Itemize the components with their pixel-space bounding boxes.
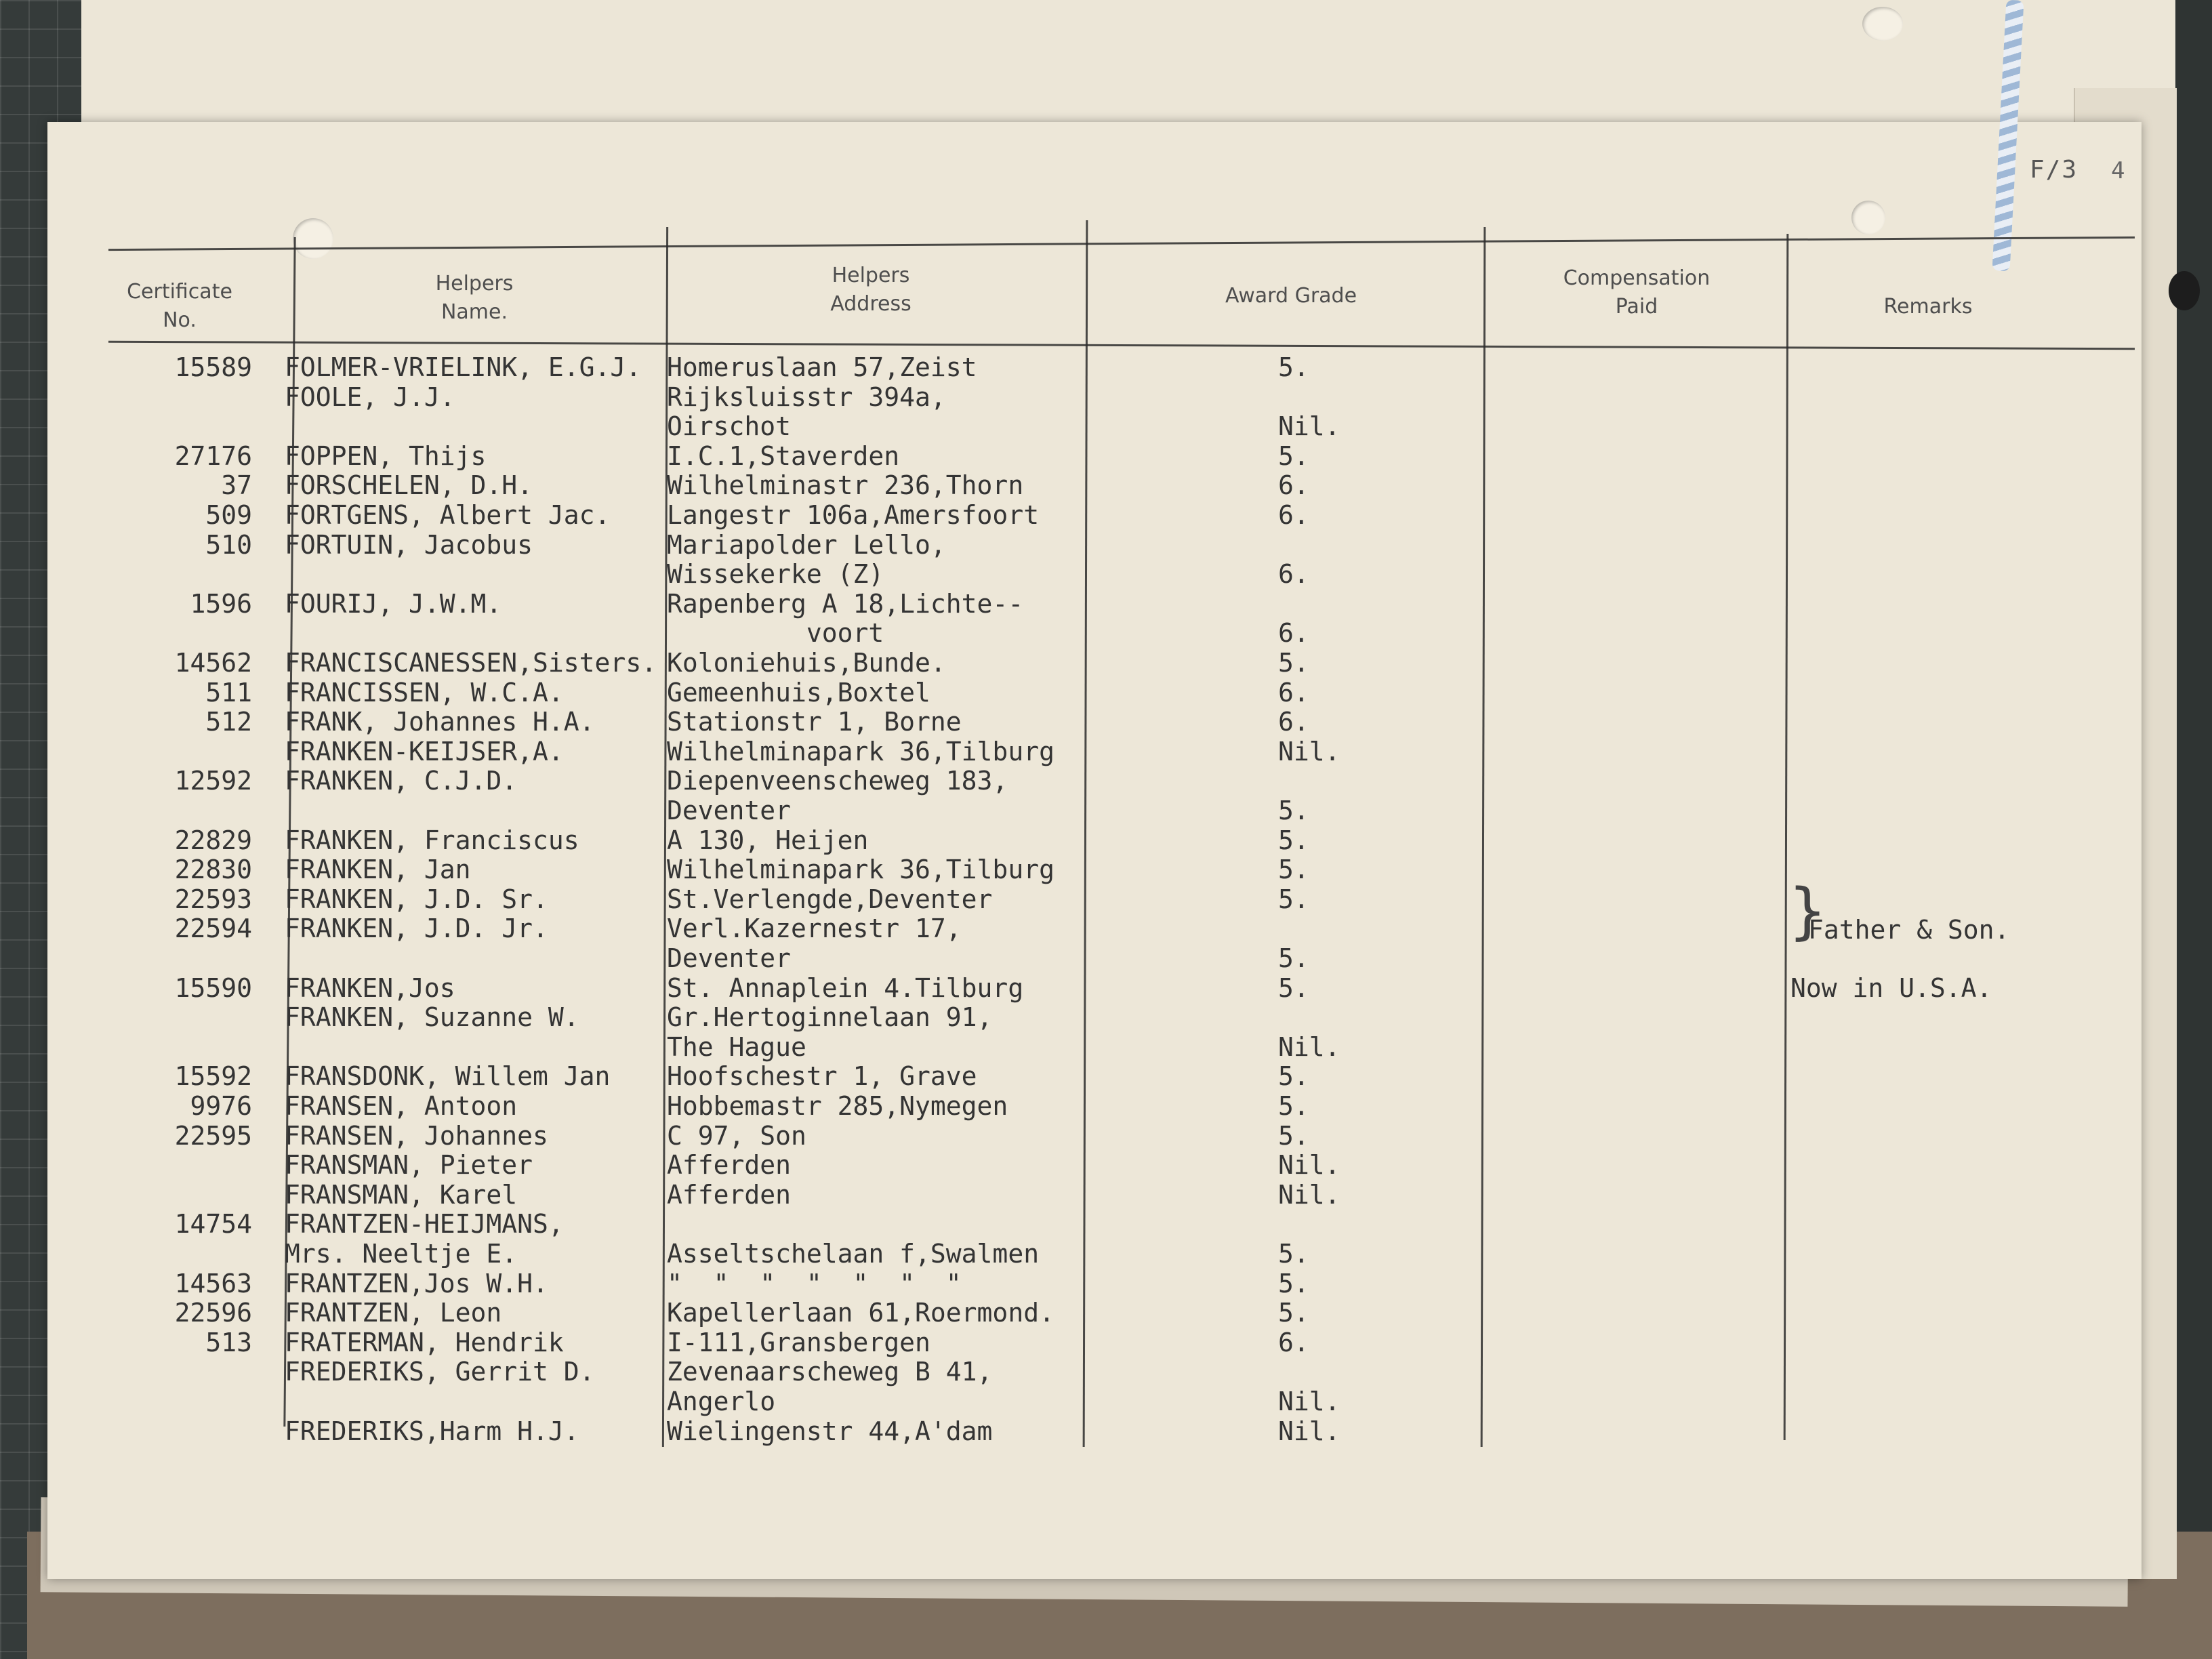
cert-number: 15590 — [174, 973, 252, 1003]
award-grade: 5. — [1278, 1298, 1309, 1328]
cert-number: 511 — [205, 678, 252, 708]
helper-address: Homeruslaan 57,Zeist — [667, 352, 977, 382]
helper-name: FREDERIKS,Harm H.J. — [285, 1416, 579, 1446]
header-certificate: Certificate No. — [127, 280, 232, 332]
helper-address: Kapellerlaan 61,Roermond. — [667, 1298, 1054, 1328]
cert-number: 512 — [205, 707, 252, 737]
award-grade: Nil. — [1278, 411, 1340, 441]
helper-name: FRANCISSEN, W.C.A. — [285, 678, 564, 708]
helper-name: FRANTZEN,Jos W.H. — [285, 1269, 548, 1298]
helper-address: Deventer — [667, 796, 792, 825]
helper-name: FRANCISCANESSEN,Sisters. — [285, 648, 657, 678]
helper-name: FRATERMAN, Hendrik — [285, 1328, 564, 1357]
cert-number: 15592 — [174, 1061, 252, 1091]
helper-name: FRANKEN, Suzanne W. — [285, 1002, 579, 1032]
helper-name: FOURIJ, J.W.M. — [285, 589, 502, 619]
cert-number: 513 — [205, 1328, 252, 1357]
helper-name: FORTGENS, Albert Jac. — [285, 500, 611, 530]
helper-name: FRANSMAN, Pieter — [285, 1150, 533, 1180]
helper-name: FRANSMAN, Karel — [285, 1180, 518, 1210]
helper-address: Stationstr 1, Borne — [667, 707, 962, 737]
helper-address: Hoofschestr 1, Grave — [667, 1061, 977, 1091]
award-grade: 5. — [1278, 1121, 1309, 1151]
helper-name: FRANKEN, Franciscus — [285, 825, 579, 855]
award-grade: Nil. — [1278, 1416, 1340, 1446]
cert-number: 22594 — [174, 914, 252, 943]
helper-address: Koloniehuis,Bunde. — [667, 648, 946, 678]
cert-number: 22593 — [174, 884, 252, 914]
award-grade: 6. — [1278, 678, 1309, 708]
helper-address: Asseltschelaan f,Swalmen — [667, 1239, 1040, 1269]
helper-name: FORSCHELEN, D.H. — [285, 470, 533, 500]
cert-number: 1596 — [190, 589, 252, 619]
helper-name: FOOLE, J.J. — [285, 382, 455, 412]
award-grade: 5. — [1278, 1239, 1309, 1269]
helper-address: " " " " " " " — [667, 1269, 962, 1298]
award-grade: Nil. — [1278, 1150, 1340, 1180]
award-grade: 5. — [1278, 1269, 1309, 1298]
helper-address: Hobbemastr 285,Nymegen — [667, 1091, 1008, 1121]
award-grade: 5. — [1278, 1091, 1309, 1121]
award-grade: 5. — [1278, 352, 1309, 382]
helper-name: FOLMER-VRIELINK, E.G.J. — [285, 352, 642, 382]
helper-name: FRANKEN-KEIJSER,A. — [285, 737, 564, 766]
cert-number: 27176 — [174, 441, 252, 471]
helper-address: Zevenaarscheweg B 41, — [667, 1357, 993, 1387]
remark-father-son: Father & Son. — [1808, 915, 2010, 945]
helper-address: I-111,Gransbergen — [667, 1328, 930, 1357]
helper-name: FORTUIN, Jacobus — [285, 530, 533, 560]
helper-address: Wilhelminapark 36,Tilburg — [667, 737, 1054, 766]
header-compensation: Compensation Paid — [1563, 266, 1711, 319]
cert-number: 22829 — [174, 825, 252, 855]
helper-address: St. Annaplein 4.Tilburg — [667, 973, 1024, 1003]
award-grade: Nil. — [1278, 1387, 1340, 1416]
header-name: Helpers Name. — [435, 272, 514, 324]
cert-number: 12592 — [174, 766, 252, 796]
award-grade: 6. — [1278, 1328, 1309, 1357]
punch-hole-right — [1851, 201, 1885, 234]
cert-number: 510 — [205, 530, 252, 560]
award-grade: 5. — [1278, 796, 1309, 825]
award-grade: Nil. — [1278, 1180, 1340, 1210]
helper-address: voort — [667, 618, 884, 648]
helper-name: FREDERIKS, Gerrit D. — [285, 1357, 595, 1387]
award-grade: 6. — [1278, 559, 1309, 589]
punch-hole-top — [1862, 7, 1903, 41]
helper-address: Angerlo — [667, 1387, 776, 1416]
brace: } — [1789, 876, 1826, 947]
helper-address: Rijksluisstr 394a, — [667, 382, 946, 412]
helper-address: Wilhelminastr 236,Thorn — [667, 470, 1024, 500]
helper-name: FRANKEN, Jan — [285, 855, 471, 884]
award-grade: 5. — [1278, 973, 1309, 1003]
helper-address: Wissekerke (Z) — [667, 559, 884, 589]
helper-address: Gemeenhuis,Boxtel — [667, 678, 930, 708]
helper-name: FRANTZEN, Leon — [285, 1298, 502, 1328]
helper-address: Rapenberg A 18,Lichte-- — [667, 589, 1024, 619]
award-grade: 5. — [1278, 1061, 1309, 1091]
header-award-grade: Award Grade — [1225, 284, 1357, 308]
cert-number: 14563 — [174, 1269, 252, 1298]
helper-name: FOPPEN, Thijs — [285, 441, 487, 471]
helper-address: C 97, Son — [667, 1121, 806, 1151]
award-grade: 6. — [1278, 707, 1309, 737]
helper-address: Gr.Hertoginnelaan 91, — [667, 1002, 993, 1032]
helper-name: FRANTZEN-HEIJMANS, — [285, 1209, 564, 1239]
award-grade: Nil. — [1278, 737, 1340, 766]
helper-name: FRANSDONK, Willem Jan — [285, 1061, 611, 1091]
award-grade: 5. — [1278, 943, 1309, 973]
remark-usa: Now in U.S.A. — [1790, 973, 1992, 1003]
award-grade: 5. — [1278, 648, 1309, 678]
award-grade: 5. — [1278, 441, 1309, 471]
helper-address: The Hague — [667, 1032, 806, 1062]
header-address: Helpers Address — [830, 264, 912, 316]
helper-name: FRANK, Johannes H.A. — [285, 707, 595, 737]
header-remarks: Remarks — [1883, 295, 1973, 319]
helper-name: FRANSEN, Antoon — [285, 1091, 518, 1121]
award-grade: 5. — [1278, 825, 1309, 855]
page-reference: F/3 — [2030, 156, 2078, 184]
award-grade: 5. — [1278, 855, 1309, 884]
helper-address: Langestr 106a,Amersfoort — [667, 500, 1040, 530]
award-grade: 6. — [1278, 618, 1309, 648]
cert-number: 22595 — [174, 1121, 252, 1151]
top-sheet-behind — [81, 0, 2175, 129]
award-grade: Nil. — [1278, 1032, 1340, 1062]
cert-number: 509 — [205, 500, 252, 530]
helper-address: Mariapolder Lello, — [667, 530, 946, 560]
helper-name: FRANSEN, Johannes — [285, 1121, 548, 1151]
cert-number: 37 — [221, 470, 252, 500]
binder-hole — [2169, 271, 2200, 310]
cert-number: 14562 — [174, 648, 252, 678]
helper-address: Wilhelminapark 36,Tilburg — [667, 855, 1054, 884]
helper-address: Afferden — [667, 1180, 792, 1210]
helper-address: A 130, Heijen — [667, 825, 869, 855]
award-grade: 5. — [1278, 884, 1309, 914]
helper-name: FRANKEN, C.J.D. — [285, 766, 518, 796]
cert-number: 22830 — [174, 855, 252, 884]
helper-address: Wielingenstr 44,A'dam — [667, 1416, 993, 1446]
helper-address: Deventer — [667, 943, 792, 973]
cert-number: 14754 — [174, 1209, 252, 1239]
helper-address: Afferden — [667, 1150, 792, 1180]
helper-name: FRANKEN, J.D. Jr. — [285, 914, 548, 943]
helper-address: St.Verlengde,Deventer — [667, 884, 993, 914]
helper-name: FRANKEN, J.D. Sr. — [285, 884, 548, 914]
cert-number: 15589 — [174, 352, 252, 382]
helper-address: Verl.Kazernestr 17, — [667, 914, 962, 943]
cert-number: 9976 — [190, 1091, 252, 1121]
award-grade: 6. — [1278, 470, 1309, 500]
helper-address: I.C.1,Staverden — [667, 441, 900, 471]
award-grade: 6. — [1278, 500, 1309, 530]
helper-address: Diepenveenscheweg 183, — [667, 766, 1008, 796]
helper-name: FRANKEN,Jos — [285, 973, 455, 1003]
punch-hole-left — [293, 218, 333, 259]
page-number: 4 — [2111, 157, 2125, 184]
helper-name: Mrs. Neeltje E. — [285, 1239, 518, 1269]
cert-number: 22596 — [174, 1298, 252, 1328]
helper-address: Oirschot — [667, 411, 792, 441]
